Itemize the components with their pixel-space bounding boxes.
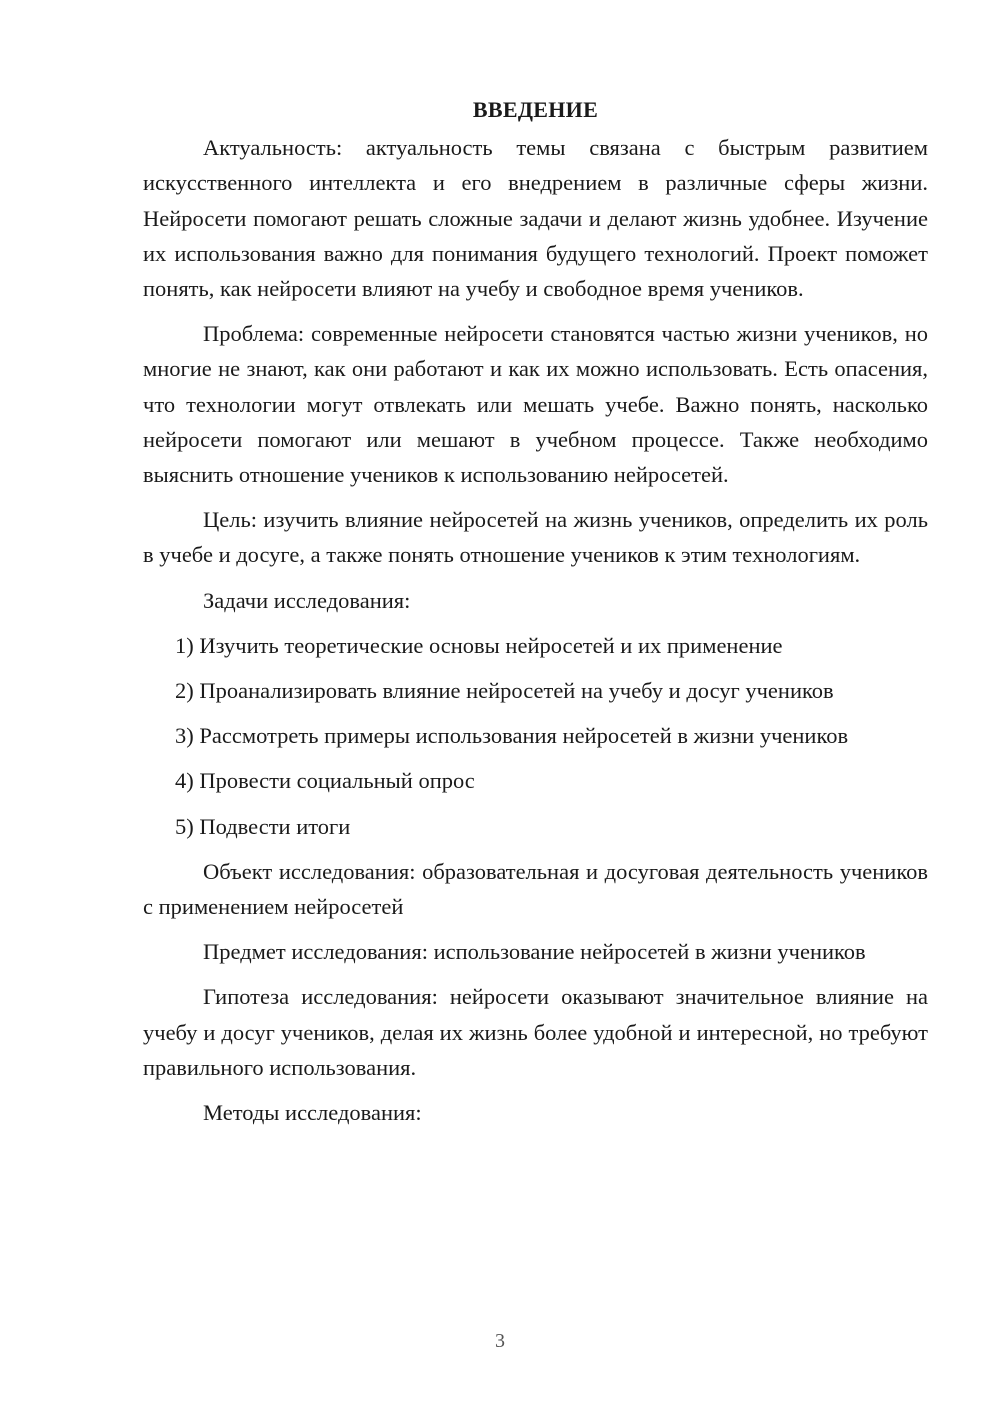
list-item: 4) Провести социальный опрос <box>175 768 475 794</box>
methods-heading: Методы исследования: <box>203 1100 422 1126</box>
paragraph-hypothesis: Гипотеза исследования: нейросети оказывают значительное влияние на учебу и досуг учеников, делая их жизнь более удобной и интересной, но требуют правильного использования. <box>143 984 928 1080</box>
list-item: 2) Проанализировать влияние нейросетей на учебу и досуг учеников <box>175 678 834 704</box>
paragraph-subject: Предмет исследования: использование нейросетей в жизни учеников <box>203 939 866 965</box>
tasks-list <box>143 628 928 844</box>
tasks-heading: Задачи исследования: <box>203 587 411 613</box>
section-title: ВВЕДЕНИЕ <box>472 97 599 122</box>
page-content <box>143 92 928 1140</box>
list-item: 1) Изучить теоретические основы нейросетей и их применение <box>175 632 783 658</box>
paragraph-goal: Цель: изучить влияние нейросетей на жизнь учеников, определить их роль в учебе и досуге, а также понять отношение учеников к этим технологиям. <box>143 507 928 568</box>
list-item: 5) Подвести итоги <box>175 813 351 839</box>
paragraph-problem: Проблема: современные нейросети становятся частью жизни учеников, но многие не знают, как они работают и как их можно использовать. Есть опасения, что технологии могут отвлекать или мешать учебе. Важно понять, насколько нейросети помогают или мешают в учебном процессе. Также необходимо выяснить отношение учеников к использованию нейросетей. <box>143 321 928 488</box>
paragraph-object: Объект исследования: образовательная и досуговая деятельность учеников с применением нейросетей <box>143 858 928 920</box>
list-item: 3) Рассмотреть примеры использования нейросетей в жизни учеников <box>175 723 849 749</box>
paragraph-relevance: Актуальность: актуальность темы связана с быстрым развитием искусственного интеллекта и его внедрением в различные сферы жизни. Нейросети помогают решать сложные задачи и делают жизнь удобнее. Изучение их использования важно для понимания будущего технологий. Проект поможет понять, как нейросети влияют на учебу и свободное время учеников. <box>143 135 928 302</box>
page-number: 3 <box>495 1330 505 1352</box>
